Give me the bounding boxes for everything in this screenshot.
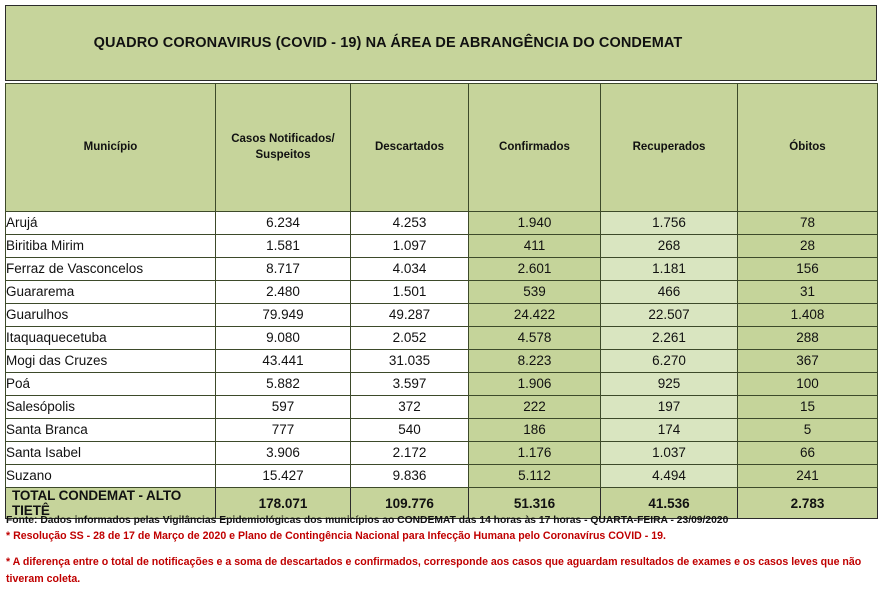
cell-descartados: 2.172 bbox=[351, 442, 469, 465]
cell-municipio: Santa Branca bbox=[6, 419, 216, 442]
cell-obitos: 66 bbox=[738, 442, 878, 465]
cell-obitos: 288 bbox=[738, 327, 878, 350]
table-row bbox=[6, 419, 878, 442]
table-header bbox=[6, 84, 878, 212]
report-title-banner bbox=[5, 5, 877, 81]
cell-confirmados: 1.940 bbox=[469, 212, 601, 235]
table-row bbox=[6, 258, 878, 281]
table-row bbox=[6, 350, 878, 373]
cell-municipio: Guararema bbox=[6, 281, 216, 304]
cell-obitos: 241 bbox=[738, 465, 878, 488]
cell-confirmados: 1.176 bbox=[469, 442, 601, 465]
cell-obitos: 15 bbox=[738, 396, 878, 419]
table-body bbox=[6, 212, 878, 519]
cell-municipio: Arujá bbox=[6, 212, 216, 235]
cell-recuperados: 4.494 bbox=[601, 465, 738, 488]
cell-recuperados: 925 bbox=[601, 373, 738, 396]
table-row bbox=[6, 396, 878, 419]
cell-descartados: 1.501 bbox=[351, 281, 469, 304]
header-line-2: Suspeitos bbox=[255, 148, 311, 161]
cell-obitos: 100 bbox=[738, 373, 878, 396]
cell-descartados: 1.097 bbox=[351, 235, 469, 258]
cell-confirmados: 24.422 bbox=[469, 304, 601, 327]
cell-municipio: Mogi das Cruzes bbox=[6, 350, 216, 373]
cell-descartados: 3.597 bbox=[351, 373, 469, 396]
table-row bbox=[6, 281, 878, 304]
cell-obitos: 367 bbox=[738, 350, 878, 373]
cell-casos-notificados: 9.080 bbox=[216, 327, 351, 350]
column-header-recuperados: Recuperados bbox=[601, 84, 738, 212]
column-header-municipio: Município bbox=[6, 84, 216, 212]
footnotes bbox=[6, 515, 878, 589]
cell-recuperados: 197 bbox=[601, 396, 738, 419]
cell-municipio: Suzano bbox=[6, 465, 216, 488]
cell-descartados: 2.052 bbox=[351, 327, 469, 350]
cell-recuperados: 22.507 bbox=[601, 304, 738, 327]
cell-obitos: 1.408 bbox=[738, 304, 878, 327]
total-casos-notificados: 178.071 bbox=[216, 488, 351, 519]
column-header-descartados: Descartados bbox=[351, 84, 469, 212]
cell-descartados: 4.034 bbox=[351, 258, 469, 281]
cell-confirmados: 8.223 bbox=[469, 350, 601, 373]
table-row bbox=[6, 304, 878, 327]
cell-recuperados: 2.261 bbox=[601, 327, 738, 350]
cell-obitos: 5 bbox=[738, 419, 878, 442]
cell-recuperados: 1.037 bbox=[601, 442, 738, 465]
footnote-source: Fonte: Dados informados pelas Vigilâncias Epidemiológicas dos municípios ao CONDEMAT das 14 horas às 17 horas - QUARTA-FEIRA - 23/09/2020 bbox=[6, 515, 729, 526]
cell-municipio: Santa Isabel bbox=[6, 442, 216, 465]
cell-recuperados: 6.270 bbox=[601, 350, 738, 373]
cell-casos-notificados: 597 bbox=[216, 396, 351, 419]
cell-confirmados: 539 bbox=[469, 281, 601, 304]
cell-confirmados: 411 bbox=[469, 235, 601, 258]
cell-casos-notificados: 2.480 bbox=[216, 281, 351, 304]
header-row bbox=[6, 84, 878, 212]
cell-descartados: 540 bbox=[351, 419, 469, 442]
column-header-casos-notificados bbox=[216, 84, 351, 212]
total-obitos: 2.783 bbox=[738, 488, 878, 519]
cell-municipio: Ferraz de Vasconcelos bbox=[6, 258, 216, 281]
cell-casos-notificados: 3.906 bbox=[216, 442, 351, 465]
table-row bbox=[6, 212, 878, 235]
footnote-diferenca: * A diferença entre o total de notificações e a soma de descartados e confirmados, corresponde aos casos que aguardam resultados de exames e os casos leves que não tiveram coleta. bbox=[6, 556, 862, 585]
cell-casos-notificados: 777 bbox=[216, 419, 351, 442]
total-confirmados: 51.316 bbox=[469, 488, 601, 519]
total-recuperados: 41.536 bbox=[601, 488, 738, 519]
cell-confirmados: 2.601 bbox=[469, 258, 601, 281]
table-row bbox=[6, 442, 878, 465]
cell-obitos: 156 bbox=[738, 258, 878, 281]
table-row bbox=[6, 373, 878, 396]
cell-descartados: 31.035 bbox=[351, 350, 469, 373]
cell-casos-notificados: 1.581 bbox=[216, 235, 351, 258]
cell-confirmados: 1.906 bbox=[469, 373, 601, 396]
cell-municipio: Poá bbox=[6, 373, 216, 396]
cell-descartados: 49.287 bbox=[351, 304, 469, 327]
page-title: QUADRO CORONAVIRUS (COVID - 19) NA ÁREA DE ABRANGÊNCIA DO CONDEMAT bbox=[93, 35, 683, 51]
cell-descartados: 4.253 bbox=[351, 212, 469, 235]
cell-obitos: 31 bbox=[738, 281, 878, 304]
cell-recuperados: 1.181 bbox=[601, 258, 738, 281]
table-row bbox=[6, 327, 878, 350]
cell-casos-notificados: 8.717 bbox=[216, 258, 351, 281]
table-row bbox=[6, 465, 878, 488]
cell-municipio: Biritiba Mirim bbox=[6, 235, 216, 258]
cell-municipio: Guarulhos bbox=[6, 304, 216, 327]
table-total-row bbox=[6, 488, 878, 519]
cell-confirmados: 5.112 bbox=[469, 465, 601, 488]
cell-recuperados: 268 bbox=[601, 235, 738, 258]
cell-casos-notificados: 79.949 bbox=[216, 304, 351, 327]
cell-obitos: 28 bbox=[738, 235, 878, 258]
table-row bbox=[6, 235, 878, 258]
column-header-confirmados: Confirmados bbox=[469, 84, 601, 212]
cell-casos-notificados: 15.427 bbox=[216, 465, 351, 488]
total-label: TOTAL CONDEMAT - ALTO TIETÊ bbox=[6, 488, 216, 519]
cell-recuperados: 466 bbox=[601, 281, 738, 304]
cell-recuperados: 174 bbox=[601, 419, 738, 442]
cell-obitos: 78 bbox=[738, 212, 878, 235]
total-descartados: 109.776 bbox=[351, 488, 469, 519]
cell-descartados: 372 bbox=[351, 396, 469, 419]
cell-municipio: Itaquaquecetuba bbox=[6, 327, 216, 350]
cell-confirmados: 4.578 bbox=[469, 327, 601, 350]
covid-data-table bbox=[5, 83, 878, 519]
cell-recuperados: 1.756 bbox=[601, 212, 738, 235]
cell-confirmados: 222 bbox=[469, 396, 601, 419]
cell-casos-notificados: 6.234 bbox=[216, 212, 351, 235]
cell-casos-notificados: 5.882 bbox=[216, 373, 351, 396]
cell-casos-notificados: 43.441 bbox=[216, 350, 351, 373]
column-header-obitos: Óbitos bbox=[738, 84, 878, 212]
footnote-resolucao: * Resolução SS - 28 de 17 de Março de 2020 e Plano de Contingência Nacional para Infecção Humana pelo Coronavírus COVID - 19. bbox=[6, 529, 666, 542]
cell-confirmados: 186 bbox=[469, 419, 601, 442]
header-line-1: Casos Notificados/ bbox=[231, 132, 335, 145]
cell-municipio: Salesópolis bbox=[6, 396, 216, 419]
cell-descartados: 9.836 bbox=[351, 465, 469, 488]
